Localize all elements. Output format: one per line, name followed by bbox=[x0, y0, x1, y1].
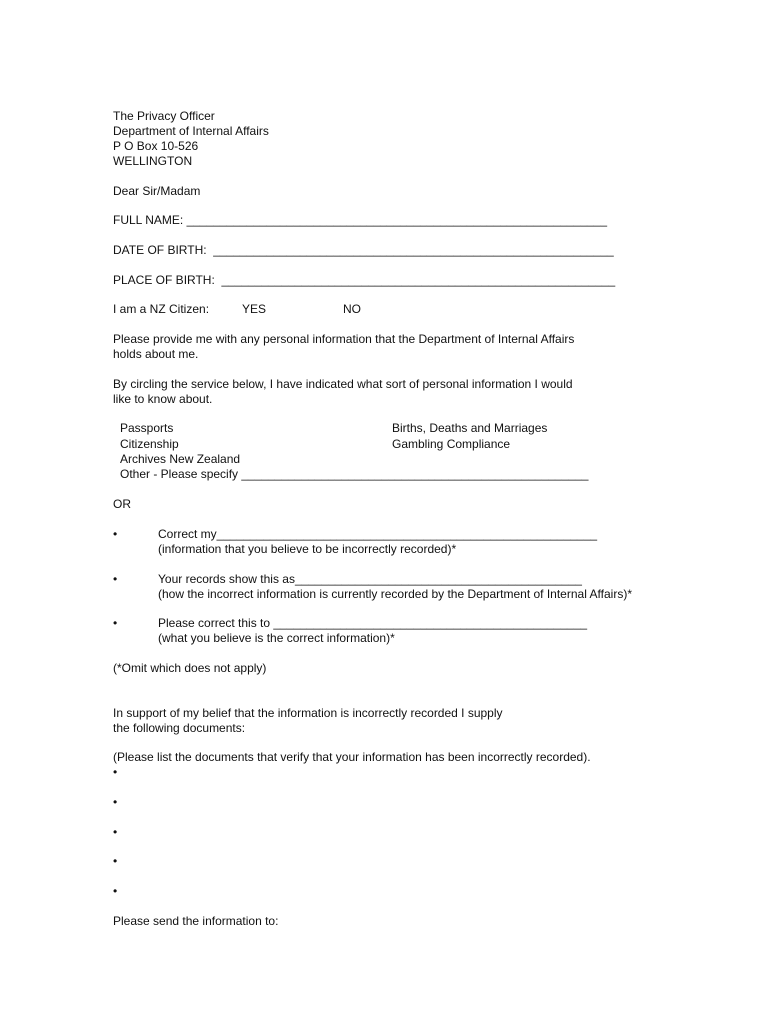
document-bullet-icon: • bbox=[113, 825, 118, 839]
citizen-label: I am a NZ Citizen: bbox=[113, 302, 210, 316]
full-name-field: FULL NAME: _______________________________________________________________ bbox=[113, 213, 608, 227]
correct-my-field: Correct my_________________________________________________________ bbox=[158, 527, 598, 541]
documents-note: (Please list the documents that verify that your information has been incorrectly recorded). bbox=[113, 750, 591, 764]
correct-my-hint: (information that you believe to be incorrectly recorded)* bbox=[158, 542, 457, 556]
omit-note: (*Omit which does not apply) bbox=[113, 661, 267, 675]
bullet-icon: • bbox=[113, 572, 118, 586]
citizen-no-option: NO bbox=[343, 302, 361, 316]
address-line-4: WELLINGTON bbox=[113, 154, 193, 168]
service-passports: Passports bbox=[120, 421, 174, 435]
or-label: OR bbox=[113, 497, 131, 511]
document-bullet-icon: • bbox=[113, 765, 118, 779]
citizen-yes-option: YES bbox=[242, 302, 267, 316]
document-bullet-icon: • bbox=[113, 884, 118, 898]
support-line-1: In support of my belief that the information is incorrectly recorded I supply bbox=[113, 706, 503, 720]
salutation: Dear Sir/Madam bbox=[113, 184, 201, 198]
bullet-icon: • bbox=[113, 616, 118, 630]
circling-line-2: like to know about. bbox=[113, 392, 213, 406]
service-gambling: Gambling Compliance bbox=[392, 437, 511, 451]
bullet-icon: • bbox=[113, 527, 118, 541]
address-line-1: The Privacy Officer bbox=[113, 109, 215, 123]
service-other: Other - Please specify ____________________________________________________ bbox=[120, 467, 589, 481]
records-show-hint: (how the incorrect information is currently recorded by the Department of Internal Affairs)* bbox=[158, 587, 632, 601]
document-bullet-icon: • bbox=[113, 795, 118, 809]
service-citizenship: Citizenship bbox=[120, 437, 179, 451]
date-of-birth-field: DATE OF BIRTH: ____________________________________________________________ bbox=[113, 243, 614, 257]
circling-line-1: By circling the service below, I have indicated what sort of personal information I would bbox=[113, 377, 573, 391]
service-bdm: Births, Deaths and Marriages bbox=[392, 421, 548, 435]
request-line-1: Please provide me with any personal information that the Department of Internal Affairs bbox=[113, 332, 575, 346]
correct-this-hint: (what you believe is the correct information)* bbox=[158, 631, 395, 645]
document-bullet-icon: • bbox=[113, 854, 118, 868]
place-of-birth-field: PLACE OF BIRTH: ___________________________________________________________ bbox=[113, 273, 616, 287]
request-line-2: holds about me. bbox=[113, 347, 199, 361]
service-archives: Archives New Zealand bbox=[120, 452, 241, 466]
correct-this-field: Please correct this to _______________________________________________ bbox=[158, 616, 588, 630]
support-line-2: the following documents: bbox=[113, 721, 246, 735]
send-info-label: Please send the information to: bbox=[113, 914, 279, 928]
address-line-2: Department of Internal Affairs bbox=[113, 124, 269, 138]
records-show-field: Your records show this as___________________________________________ bbox=[158, 572, 582, 586]
address-line-3: P O Box 10-526 bbox=[113, 139, 199, 153]
